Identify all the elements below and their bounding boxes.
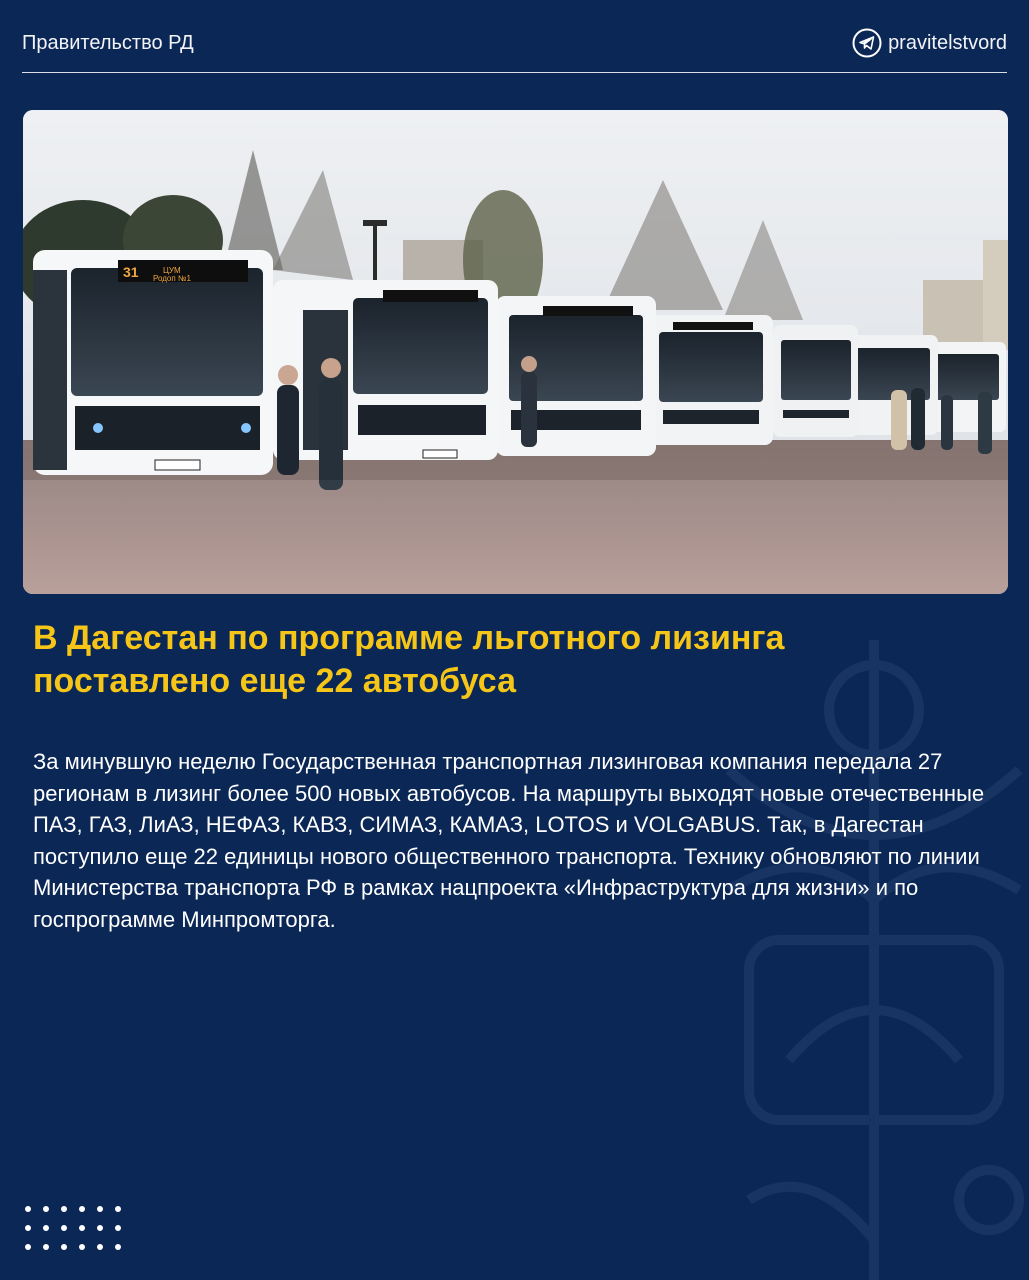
- bus-destination-line2: Родоп №1: [153, 274, 191, 283]
- headline-line2: поставлено еще 22 автобуса: [33, 662, 516, 700]
- bus-5: [648, 315, 773, 445]
- bus-2: [33, 250, 273, 475]
- bus-8: [928, 342, 1006, 432]
- ornament-decoration: [689, 640, 1029, 1280]
- bus-3: [273, 280, 498, 460]
- channel-link[interactable]: [852, 28, 1007, 58]
- bus-4: [496, 296, 656, 456]
- bus-6: [773, 325, 858, 437]
- channel-name: pravitelstvord: [888, 31, 1007, 54]
- article-paragraph: За минувшую неделю Государственная транспортная лизинговая компания передала 27 регионам в лизинг более 500 новых автобусов. На маршруты выходят новые отечественные ПАЗ, ГАЗ, ЛиАЗ, НЕФАЗ, КАВЗ, СИМАЗ, КАМАЗ, LOTOS и VOLGABUS. Так, в Дагестан поступило еще 22 единицы нового общественного транспорта. Технику обновляют по линии Министерства транспорта РФ в рамках нацпроекта «Инфраструктура для жизни» и по госпрограмме Минпромторга.: [33, 749, 985, 932]
- dots-decoration: [24, 1205, 124, 1251]
- bus-destination-line1: ЦУМ: [163, 266, 181, 275]
- brand-name: Правительство РД: [22, 32, 194, 54]
- bus-route-number: 31: [123, 264, 139, 280]
- buses-photo-illustration: [23, 110, 1008, 594]
- telegram-icon: [852, 28, 882, 58]
- header: [22, 22, 1007, 73]
- news-photo: [23, 110, 1008, 594]
- headline-line1: В Дагестан по программе льготного лизинга: [33, 619, 785, 657]
